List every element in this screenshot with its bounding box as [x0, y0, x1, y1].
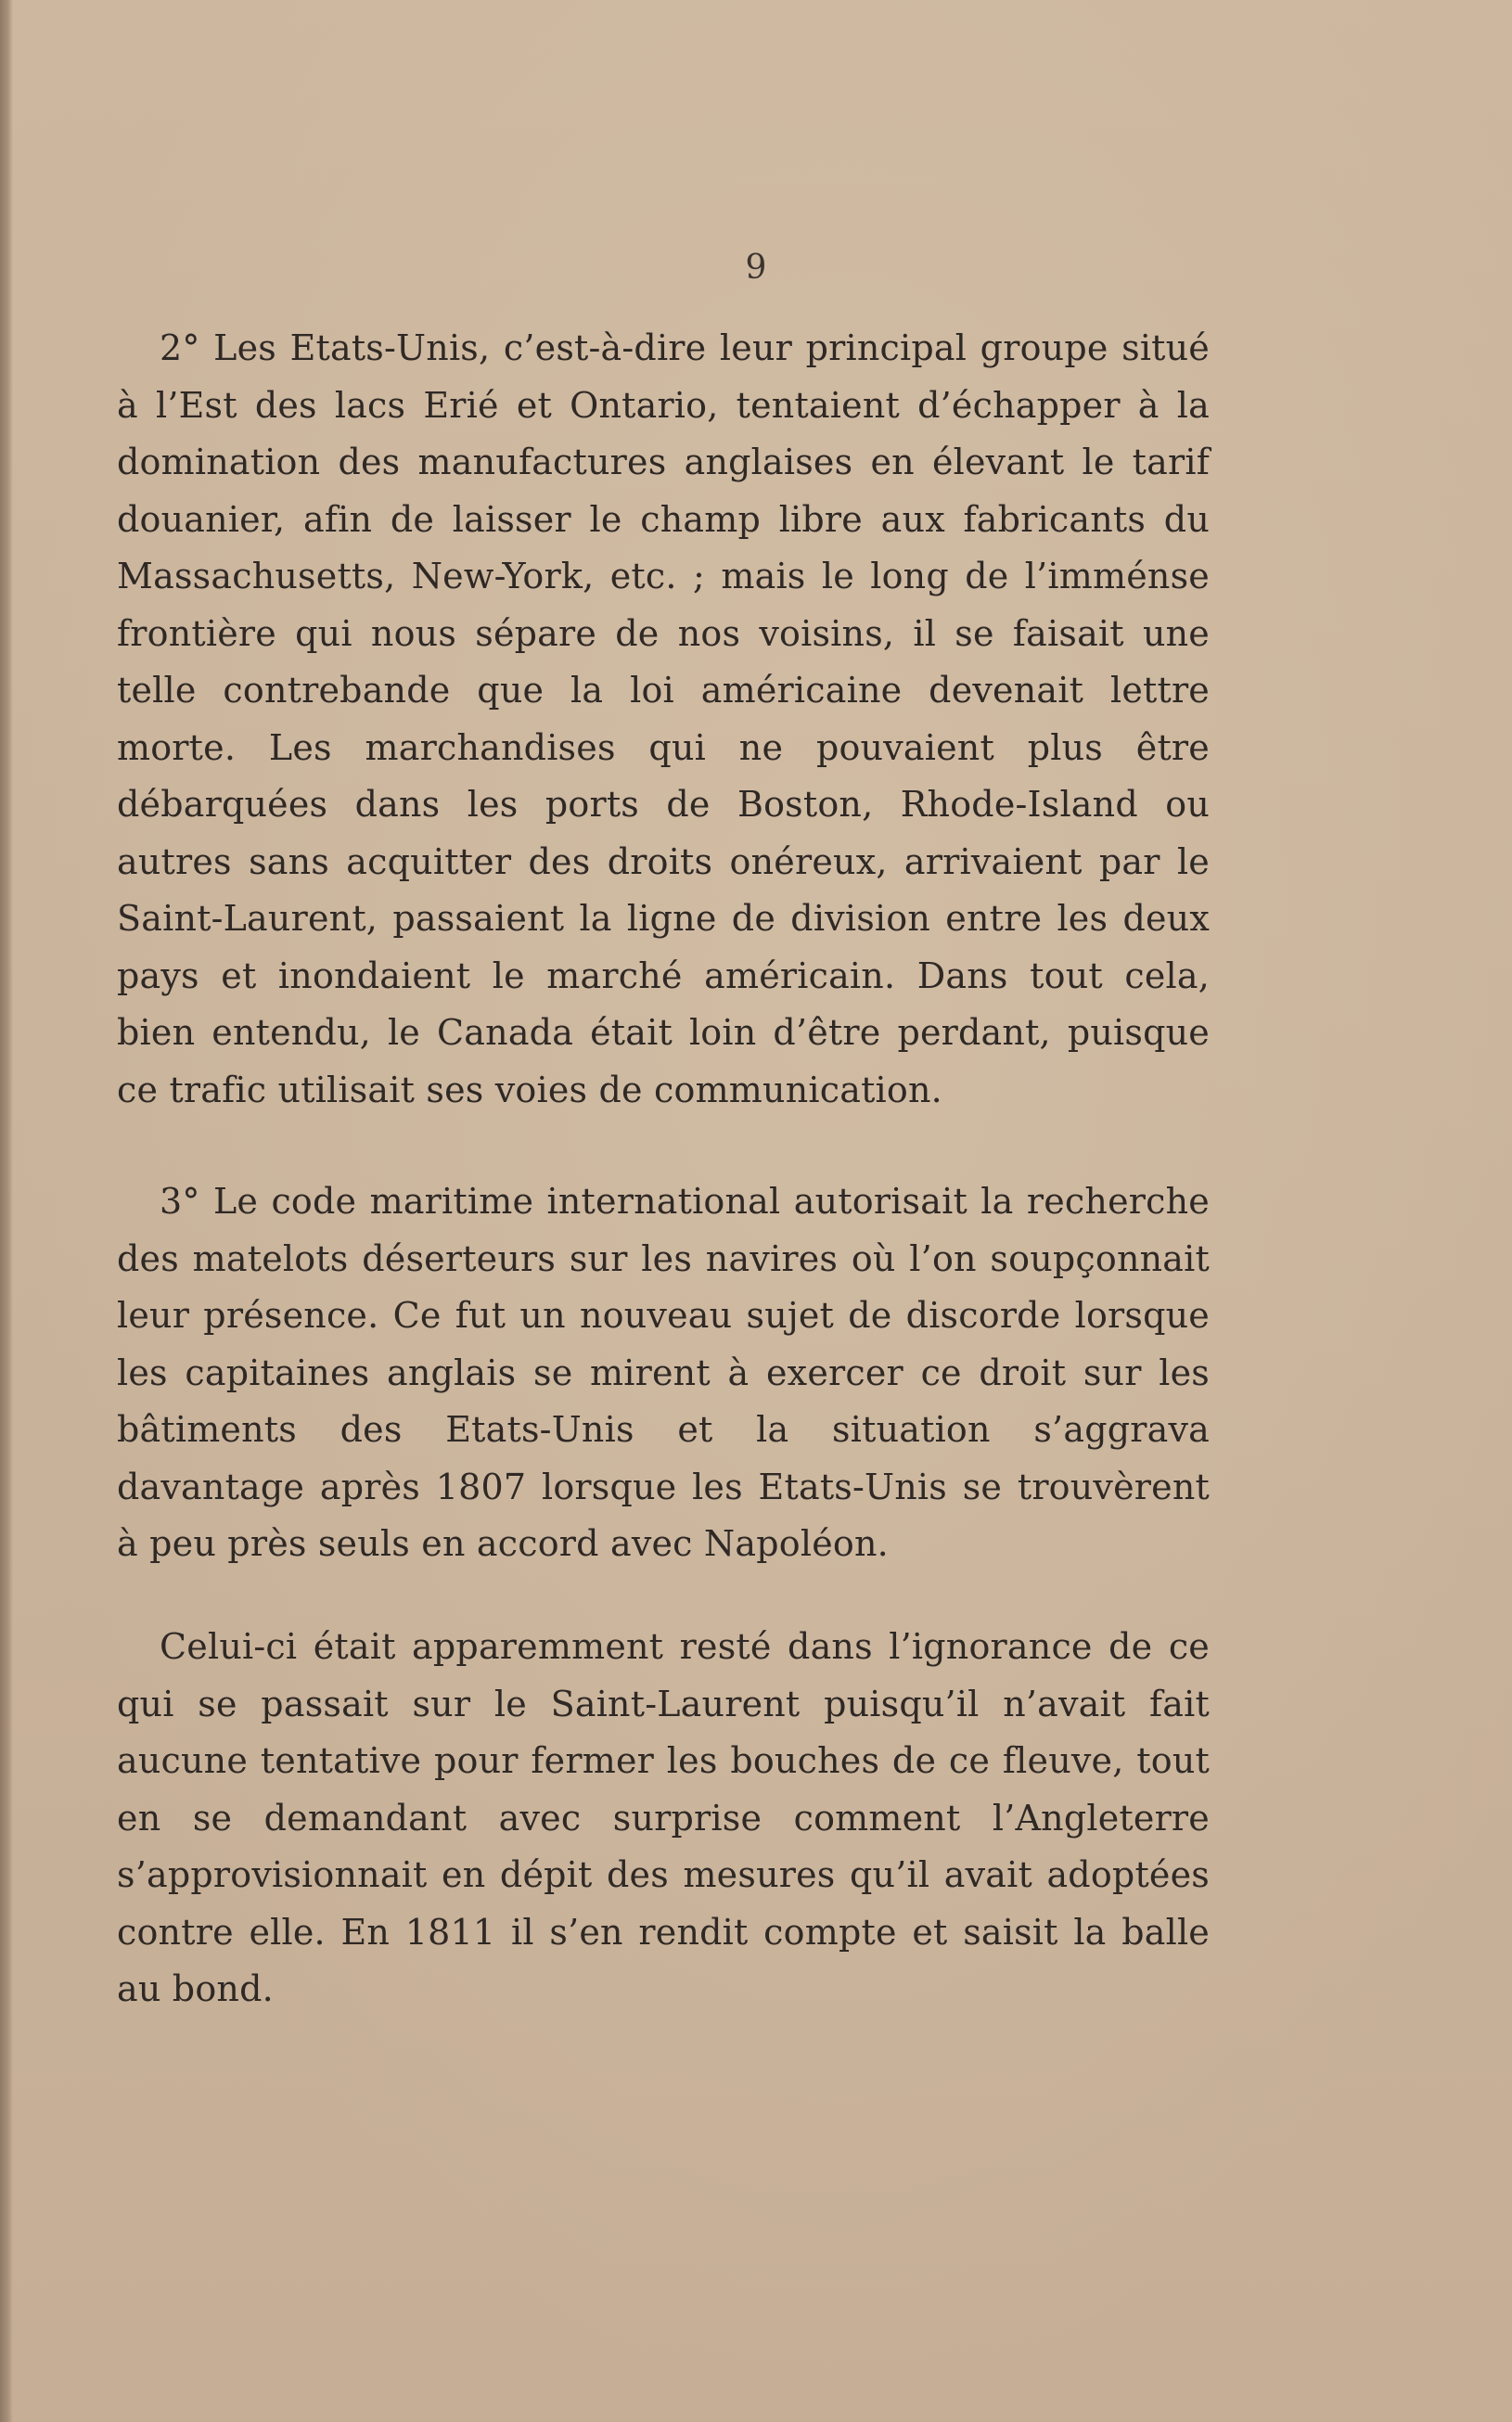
page-spine-shadow: [0, 0, 13, 2422]
paragraph-text: 2° Les Etats-Unis, c’est-à-dire leur principal groupe situé à l’Est des lacs Erié et Ontario, tentaient d’échapper à la domination des manufactures anglaises en élevant le tarif douanier, afin de laisser le champ libre aux fabricants du Massachusetts, New-York, etc. ; mais le long de l’imménse frontière qui nous sépare de nos voisins, il se faisait une telle contrebande que la loi américaine devenait lettre morte. Les marchandises qui ne pouvaient plus être débarquées dans les ports de Boston, Rhode-Island ou autres sans acquitter des droits onéreux, arrivaient par le Saint-Laurent, passaient la ligne de division entre les deux pays et inondaient le marché américain. Dans tout cela, bien entendu, le Canada était loin d’être perdant, puisque ce trafic utilisait ses voies de communication.: [117, 327, 1210, 1110]
paragraph-text: 3° Le code maritime international autorisait la recherche des matelots déserteurs sur les navires où l’on soupçonnait leur présence. Ce fut un nouveau sujet de discorde lorsque les capitaines anglais se mirent à exercer ce droit sur les bâtiments des Etats-Unis et la situation s’aggrava davantage après 1807 lorsque les Etats-Unis se trouvèrent à peu près seuls en accord avec Napoléon.: [117, 1181, 1210, 1564]
paragraph-napoleon: [117, 1619, 1210, 2018]
paragraph-tarif-douanier: [117, 320, 1210, 1119]
paragraph-code-maritime: [117, 1173, 1210, 1573]
page-number: 9: [745, 249, 767, 287]
paragraph-text: Celui-ci était apparemment resté dans l’ignorance de ce qui se passait sur le Saint-Laurent puisqu’il n’avait fait aucune tentative pour fermer les bouches de ce fleuve, tout en se demandant avec surprise comment l’Angleterre s’approvisionnait en dépit des mesures qu’il avait adoptées contre elle. En 1811 il s’en rendit compte et saisit la balle au bond.: [117, 1626, 1210, 2009]
